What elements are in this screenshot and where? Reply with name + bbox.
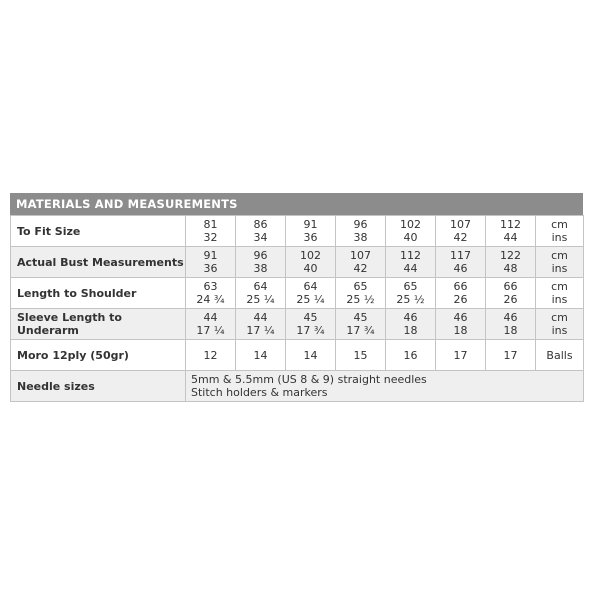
cm-value: 117 bbox=[450, 249, 471, 262]
cm-value: 122 bbox=[500, 249, 521, 262]
size-cell bbox=[286, 309, 336, 340]
size-cell bbox=[236, 216, 286, 247]
inch-value: 18 bbox=[453, 324, 468, 337]
cm-value: 44 bbox=[253, 311, 268, 324]
materials-table-panel bbox=[10, 193, 583, 402]
cm-value: 64 bbox=[253, 280, 268, 293]
unit-cell bbox=[536, 216, 584, 247]
cm-value: 112 bbox=[400, 249, 421, 262]
size-cell bbox=[486, 216, 536, 247]
ball-count-cell: 14 bbox=[236, 340, 286, 371]
size-cell bbox=[436, 309, 486, 340]
size-cell bbox=[236, 278, 286, 309]
cm-value: 45 bbox=[353, 311, 368, 324]
unit-cm: cm bbox=[551, 218, 568, 231]
row-actual-bust bbox=[11, 247, 584, 278]
inch-value: 24 ¾ bbox=[196, 293, 225, 306]
cm-value: 96 bbox=[353, 218, 368, 231]
size-cell bbox=[436, 278, 486, 309]
row-label: Actual Bust Measurements bbox=[11, 247, 186, 278]
inch-value: 38 bbox=[353, 231, 368, 244]
inch-value: 34 bbox=[253, 231, 268, 244]
cm-value: 45 bbox=[303, 311, 318, 324]
ball-count-cell: 17 bbox=[486, 340, 536, 371]
cm-value: 91 bbox=[203, 249, 218, 262]
size-cell bbox=[436, 216, 486, 247]
row-label: Needle sizes bbox=[11, 371, 186, 402]
size-cell bbox=[186, 216, 236, 247]
cm-value: 66 bbox=[453, 280, 468, 293]
unit-cell bbox=[536, 278, 584, 309]
needle-info-cell bbox=[186, 371, 584, 402]
row-label: Length to Shoulder bbox=[11, 278, 186, 309]
cm-value: 107 bbox=[350, 249, 371, 262]
inch-value: 42 bbox=[453, 231, 468, 244]
inch-value: 25 ½ bbox=[346, 293, 375, 306]
inch-value: 40 bbox=[303, 262, 318, 275]
inch-value: 32 bbox=[203, 231, 218, 244]
ball-count-cell: 12 bbox=[186, 340, 236, 371]
size-cell bbox=[436, 247, 486, 278]
size-cell bbox=[336, 216, 386, 247]
inch-value: 17 ¼ bbox=[196, 324, 225, 337]
cm-value: 102 bbox=[300, 249, 321, 262]
inch-value: 44 bbox=[403, 262, 418, 275]
ball-count-cell: 16 bbox=[386, 340, 436, 371]
row-label: To Fit Size bbox=[11, 216, 186, 247]
cm-value: 46 bbox=[453, 311, 468, 324]
size-cell bbox=[186, 309, 236, 340]
row-label: Sleeve Length to Underarm bbox=[11, 309, 186, 340]
size-cell bbox=[386, 309, 436, 340]
row-needles bbox=[11, 371, 584, 402]
size-cell bbox=[386, 278, 436, 309]
inch-value: 25 ¼ bbox=[296, 293, 325, 306]
unit-cell bbox=[536, 309, 584, 340]
inch-value: 18 bbox=[403, 324, 418, 337]
inch-value: 38 bbox=[253, 262, 268, 275]
inch-value: 46 bbox=[453, 262, 468, 275]
cm-value: 112 bbox=[500, 218, 521, 231]
cm-value: 65 bbox=[353, 280, 368, 293]
inch-value: 42 bbox=[353, 262, 368, 275]
unit-cm: cm bbox=[551, 280, 568, 293]
cm-value: 81 bbox=[203, 218, 218, 231]
cm-value: 96 bbox=[253, 249, 268, 262]
inch-value: 17 ¾ bbox=[296, 324, 325, 337]
inch-value: 36 bbox=[203, 262, 218, 275]
size-cell bbox=[486, 247, 536, 278]
size-cell bbox=[286, 216, 336, 247]
inch-value: 48 bbox=[503, 262, 518, 275]
unit-cm: cm bbox=[551, 249, 568, 262]
inch-value: 25 ½ bbox=[396, 293, 425, 306]
size-cell bbox=[236, 247, 286, 278]
unit-cell bbox=[536, 247, 584, 278]
cm-value: 86 bbox=[253, 218, 268, 231]
size-cell bbox=[336, 247, 386, 278]
size-cell bbox=[386, 247, 436, 278]
cm-value: 46 bbox=[403, 311, 418, 324]
ball-count-cell: 17 bbox=[436, 340, 486, 371]
inch-value: 25 ¼ bbox=[246, 293, 275, 306]
cm-value: 65 bbox=[403, 280, 418, 293]
inch-value: 44 bbox=[503, 231, 518, 244]
inch-value: 36 bbox=[303, 231, 318, 244]
cm-value: 44 bbox=[203, 311, 218, 324]
unit-ins: ins bbox=[551, 262, 568, 275]
size-cell bbox=[236, 309, 286, 340]
size-cell bbox=[186, 247, 236, 278]
inch-value: 26 bbox=[453, 293, 468, 306]
size-cell bbox=[186, 278, 236, 309]
cm-value: 107 bbox=[450, 218, 471, 231]
size-cell bbox=[286, 247, 336, 278]
size-cell bbox=[336, 278, 386, 309]
size-cell bbox=[286, 278, 336, 309]
size-cell bbox=[486, 278, 536, 309]
cm-value: 63 bbox=[203, 280, 218, 293]
row-sleeve-length bbox=[11, 309, 584, 340]
table-body bbox=[11, 216, 584, 402]
measurements-table bbox=[10, 215, 584, 402]
section-title: MATERIALS AND MEASUREMENTS bbox=[10, 193, 583, 215]
unit-cell: Balls bbox=[536, 340, 584, 371]
inch-value: 17 ¼ bbox=[246, 324, 275, 337]
inch-value: 40 bbox=[403, 231, 418, 244]
row-label: Moro 12ply (50gr) bbox=[11, 340, 186, 371]
size-cell bbox=[336, 309, 386, 340]
cm-value: 66 bbox=[503, 280, 518, 293]
supplies-line: Stitch holders & markers bbox=[191, 386, 328, 399]
ball-count-cell: 15 bbox=[336, 340, 386, 371]
row-yarn bbox=[11, 340, 584, 371]
cm-value: 46 bbox=[503, 311, 518, 324]
inch-value: 18 bbox=[503, 324, 518, 337]
size-cell bbox=[486, 309, 536, 340]
unit-ins: ins bbox=[551, 324, 568, 337]
inch-value: 17 ¾ bbox=[346, 324, 375, 337]
inch-value: 26 bbox=[503, 293, 518, 306]
cm-value: 102 bbox=[400, 218, 421, 231]
unit-ins: ins bbox=[551, 231, 568, 244]
row-length-to-shoulder bbox=[11, 278, 584, 309]
unit-cm: cm bbox=[551, 311, 568, 324]
size-cell bbox=[386, 216, 436, 247]
ball-count-cell: 14 bbox=[286, 340, 336, 371]
row-to-fit-size bbox=[11, 216, 584, 247]
cm-value: 64 bbox=[303, 280, 318, 293]
needle-line: 5mm & 5.5mm (US 8 & 9) straight needles bbox=[191, 373, 427, 386]
cm-value: 91 bbox=[303, 218, 318, 231]
unit-ins: ins bbox=[551, 293, 568, 306]
